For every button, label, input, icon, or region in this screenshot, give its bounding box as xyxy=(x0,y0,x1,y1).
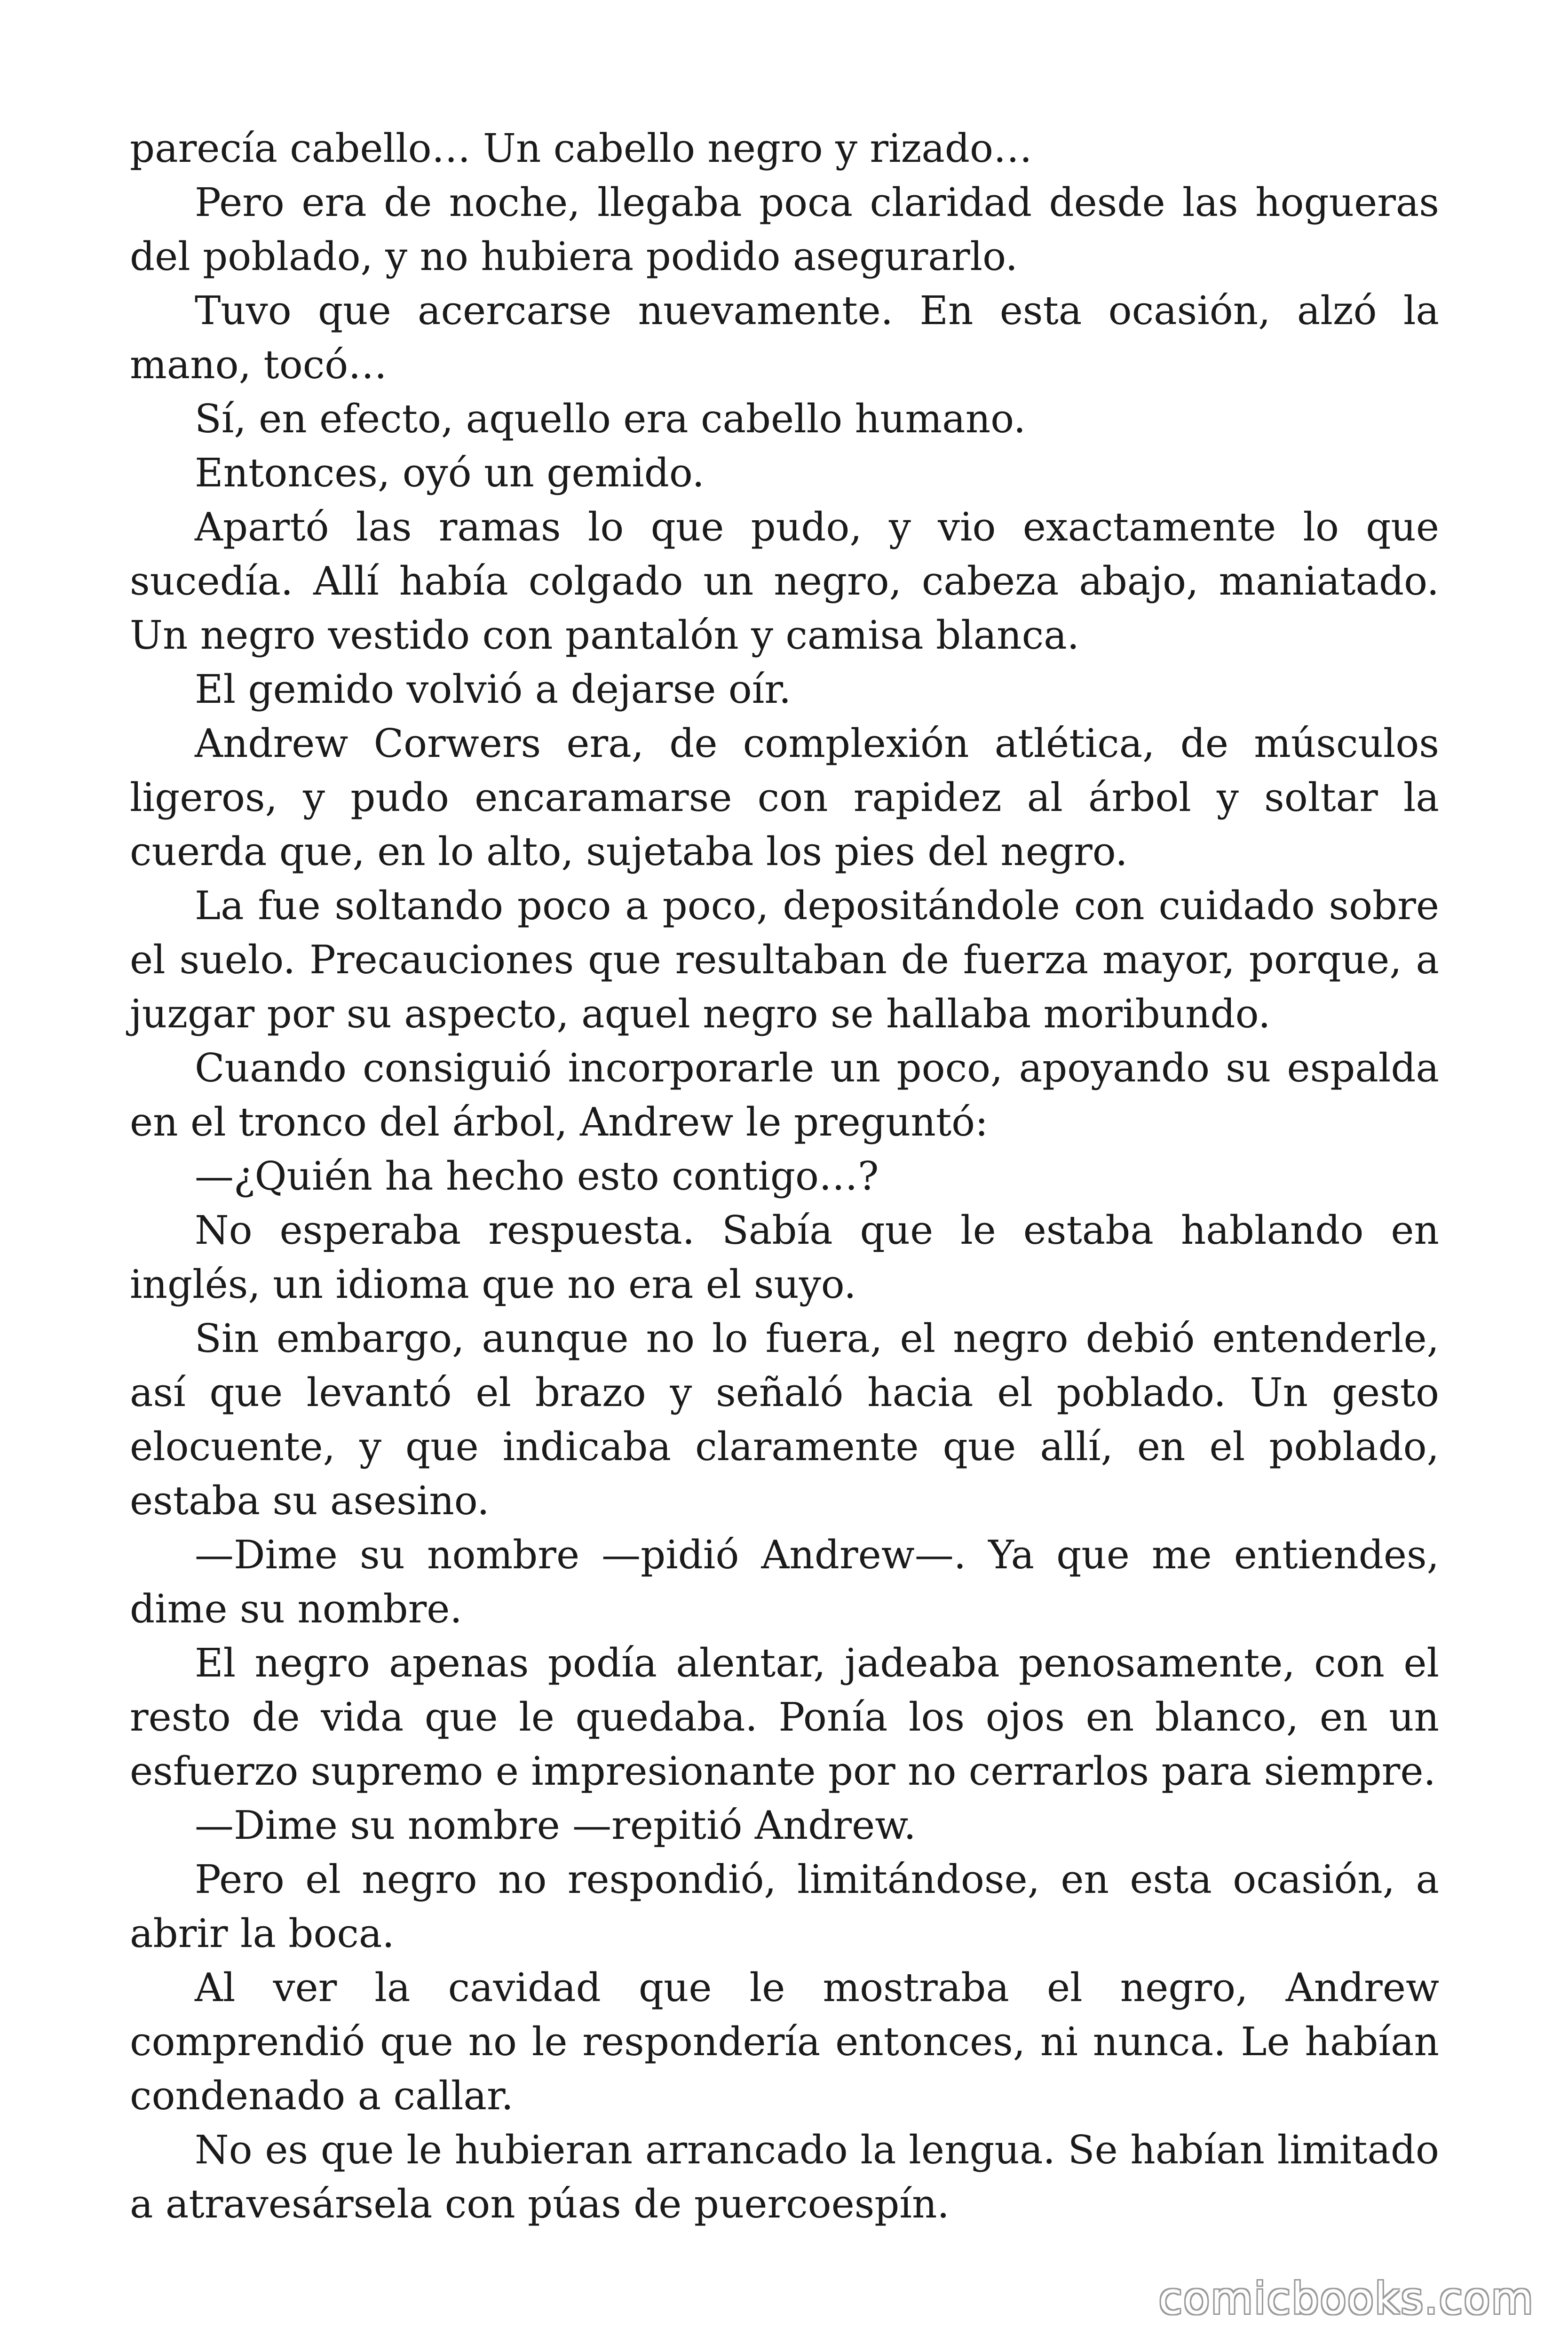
paragraph: Pero era de noche, llegaba poca claridad desde las hogueras del poblado, y no hubiera podido asegurarlo. xyxy=(130,180,1439,279)
paragraph: Sí, en efecto, aquello era cabello humano. xyxy=(195,396,1026,442)
paragraph: Pero el negro no respondió, limitándose, en esta ocasión, a abrir la boca. xyxy=(130,1857,1439,1956)
paragraph: —¿Quién ha hecho esto contigo…? xyxy=(195,1153,879,1199)
paragraph: No es que le hubieran arrancado la lengua. Se habían limitado a atravesársela con púas de puercoespín. xyxy=(130,2127,1439,2227)
paragraph: No esperaba respuesta. Sabía que le estaba hablando en inglés, un idioma que no era el suyo. xyxy=(130,1208,1439,1307)
paragraph: parecía cabello… Un cabello negro y rizado… xyxy=(130,126,1032,171)
paragraph: Entonces, oyó un gemido. xyxy=(195,450,705,496)
paragraph: Cuando consiguió incorporarle un poco, apoyando su espalda en el tronco del árbol, Andrew le preguntó: xyxy=(130,1045,1439,1145)
watermark: comicbooks.com xyxy=(1158,2273,1534,2324)
paragraph: El negro apenas podía alentar, jadeaba penosamente, con el resto de vida que le quedaba. Ponía los ojos en blanco, en un esfuerzo supremo e impresionante por no cerrarlos para siempre. xyxy=(130,1640,1439,1794)
paragraph: Andrew Corwers era, de complexión atlética, de músculos ligeros, y pudo encaramarse con rapidez al árbol y soltar la cuerda que, en lo alto, sujetaba los pies del negro. xyxy=(130,721,1439,874)
paragraph: Apartó las ramas lo que pudo, y vio exactamente lo que sucedía. Allí había colgado un negro, cabeza abajo, maniatado. Un negro vestido con pantalón y camisa blanca. xyxy=(130,504,1439,658)
paragraph: —Dime su nombre —pidió Andrew—. Ya que me entiendes, dime su nombre. xyxy=(130,1532,1439,1632)
paragraph: Sin embargo, aunque no lo fuera, el negro debió entenderle, así que levantó el brazo y señaló hacia el poblado. Un gesto elocuente, y que indicaba claramente que allí, en el poblado, estaba su asesino. xyxy=(130,1316,1439,1524)
body-text xyxy=(130,121,1439,2231)
paragraph: El gemido volvió a dejarse oír. xyxy=(195,667,792,712)
paragraph: La fue soltando poco a poco, depositándole con cuidado sobre el suelo. Precauciones que resultaban de fuerza mayor, porque, a juzgar por su aspecto, aquel negro se hallaba moribundo. xyxy=(130,883,1439,1037)
paragraph: Tuvo que acercarse nuevamente. En esta ocasión, alzó la mano, tocó… xyxy=(130,288,1439,388)
paragraph: —Dime su nombre —repitió Andrew. xyxy=(195,1803,916,1848)
paragraph: Al ver la cavidad que le mostraba el negro, Andrew comprendió que no le respondería entonces, ni nunca. Le habían condenado a callar. xyxy=(130,1965,1439,2119)
